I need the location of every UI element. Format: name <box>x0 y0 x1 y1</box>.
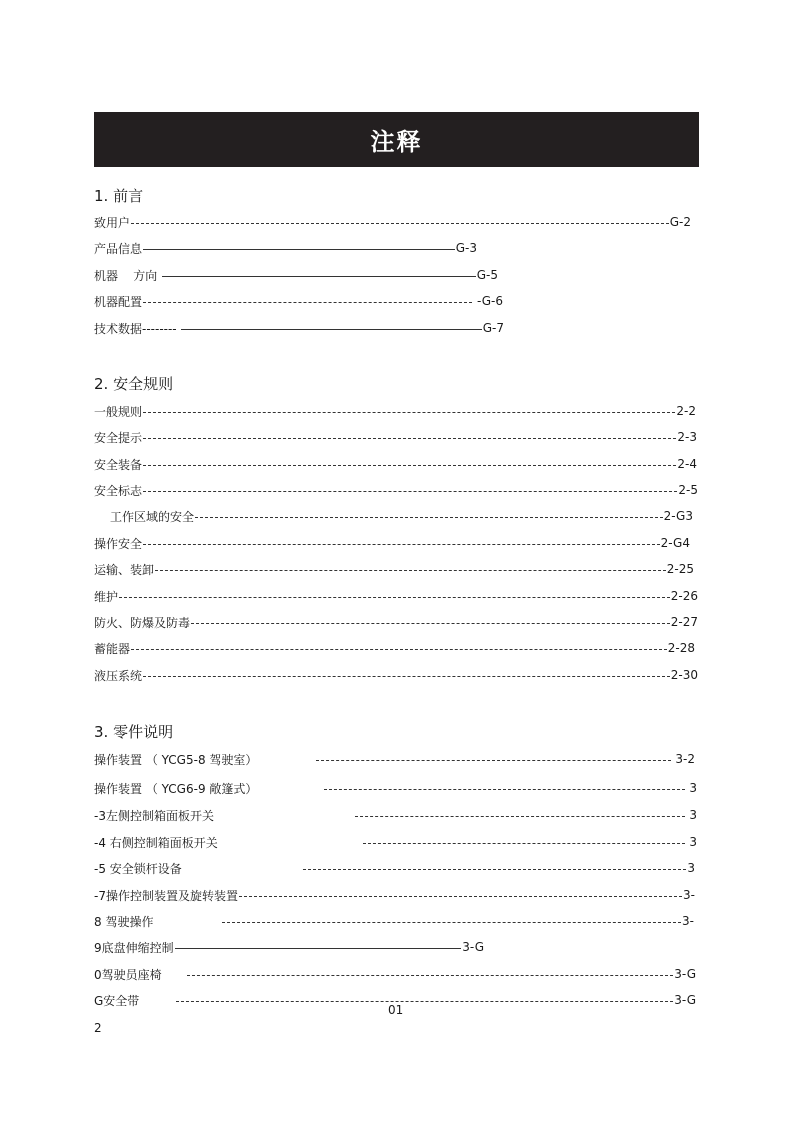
toc-entry-label: 维护 <box>94 589 119 604</box>
title-banner <box>94 112 699 167</box>
toc-entry-label: 机器配置 <box>94 294 143 309</box>
toc-entry[interactable] <box>94 213 691 231</box>
toc-entry-page: 2-G4 <box>660 536 690 550</box>
toc-leader <box>143 544 660 545</box>
toc-entry-page: 3 <box>687 861 695 875</box>
toc-leader <box>324 789 684 790</box>
toc-entry-page: 2-4 <box>677 457 697 471</box>
toc-entry-page: 2-G3 <box>663 509 693 523</box>
toc-leader <box>239 896 682 897</box>
toc-entry[interactable] <box>110 507 693 525</box>
toc-entry[interactable] <box>94 779 697 797</box>
toc-entry-page: 3 <box>685 835 697 849</box>
toc-entry-label: 防火、防爆及防毒 <box>94 615 191 630</box>
toc-entry-page: 2-5 <box>678 483 698 497</box>
toc-entry-page: G-3 <box>455 241 477 255</box>
toc-entry-label: -3左侧控制箱面板开关 <box>94 808 214 823</box>
toc-entry-label: 产品信息 <box>94 241 143 256</box>
toc-leader <box>195 517 663 518</box>
toc-entry-page: 3- <box>682 914 694 928</box>
section-heading-preface: 1. 前言 <box>94 187 144 205</box>
toc-entry-label: 安全提示 <box>94 430 143 445</box>
toc-entry[interactable] <box>94 886 695 904</box>
toc-entry-label: -7操作控制装置及旋转装置 <box>94 888 238 903</box>
toc-entry-label: 0驾驶员座椅 <box>94 967 162 982</box>
toc-entry-page: G-5 <box>476 268 498 282</box>
toc-entry-label: -4 右侧控制箱面板开关 <box>94 835 218 850</box>
toc-entry-page: G-2 <box>669 215 691 229</box>
side-number: 2 <box>94 1021 102 1035</box>
toc-leader <box>181 329 481 330</box>
toc-entry[interactable] <box>94 455 697 473</box>
toc-leader <box>143 438 676 439</box>
toc-entry[interactable] <box>94 560 694 578</box>
toc-entry-page: 3-G <box>674 993 696 1007</box>
toc-entry[interactable] <box>94 292 503 310</box>
toc-entry[interactable] <box>94 666 698 684</box>
toc-entry[interactable] <box>94 402 696 420</box>
toc-entry-page: 2-28 <box>667 641 695 655</box>
toc-entry[interactable] <box>94 806 697 824</box>
toc-entry-page: -G-6 <box>473 294 503 308</box>
toc-leader <box>176 1001 673 1002</box>
toc-entry-label: 运输、装卸 <box>94 562 155 577</box>
toc-leader <box>162 276 476 277</box>
toc-entry-label: 9底盘伸缩控制 <box>94 940 174 955</box>
toc-leader <box>131 649 667 650</box>
toc-leader <box>363 843 685 844</box>
toc-leader <box>143 412 675 413</box>
toc-entry-label: -5 安全锁杆设备 <box>94 861 182 876</box>
toc-entry[interactable] <box>94 239 477 257</box>
toc-entry-label: 工作区域的安全 <box>110 509 195 524</box>
toc-entry[interactable] <box>94 481 698 499</box>
toc-entry-label: 安全标志 <box>94 483 143 498</box>
section-heading-safety: 2. 安全规则 <box>94 375 174 393</box>
toc-entry-page: 3- <box>683 888 695 902</box>
toc-leader <box>316 760 670 761</box>
toc-entry-label: 操作装置 （ YCG6-9 敞篷式） <box>94 781 258 796</box>
toc-leader <box>222 922 681 923</box>
toc-leader <box>175 948 462 949</box>
toc-entry[interactable] <box>94 319 504 337</box>
toc-entry-page: 2-3 <box>677 430 697 444</box>
toc-leader <box>143 302 472 303</box>
toc-entry[interactable] <box>94 750 695 768</box>
toc-entry-label: 液压系统 <box>94 668 143 683</box>
toc-entry[interactable] <box>94 613 698 631</box>
toc-leader <box>143 491 677 492</box>
toc-entry-page: 2-30 <box>670 668 698 682</box>
toc-entry-label: 安全装备 <box>94 457 143 472</box>
toc-entry-page: G-7 <box>482 321 504 335</box>
toc-entry-page: 2-2 <box>676 404 696 418</box>
toc-entry-label: 操作装置 （ YCG5-8 驾驶室） <box>94 752 258 767</box>
toc-entry-label: 致用户 <box>94 215 131 230</box>
toc-entry-label: 蓄能器 <box>94 641 131 656</box>
toc-entry[interactable] <box>94 938 484 956</box>
toc-entry[interactable] <box>94 859 695 877</box>
toc-entry-page: 2-26 <box>670 589 698 603</box>
page-number: 01 <box>388 1003 404 1017</box>
toc-entry-page: 3-G <box>674 967 696 981</box>
toc-entry[interactable] <box>94 587 698 605</box>
toc-entry-label: G安全带 <box>94 993 140 1008</box>
toc-leader <box>155 570 666 571</box>
toc-entry-label: 机器 方向 <box>94 268 162 283</box>
toc-entry[interactable] <box>94 965 696 983</box>
toc-leader <box>131 223 669 224</box>
page-title: 注释 <box>370 128 423 156</box>
toc-entry-page: 2-27 <box>670 615 698 629</box>
toc-entry-label: 一般规则 <box>94 404 143 419</box>
toc-leader <box>143 465 676 466</box>
toc-leader <box>303 869 687 870</box>
toc-entry[interactable] <box>94 428 697 446</box>
toc-entry-page: 3 <box>685 808 697 822</box>
toc-entry-page: 3-G <box>462 940 484 954</box>
toc-leader <box>355 816 685 817</box>
toc-leader <box>187 975 674 976</box>
toc-entry-page: 2-25 <box>666 562 694 576</box>
toc-entry[interactable] <box>94 912 694 930</box>
toc-leader <box>143 249 455 250</box>
toc-entry[interactable] <box>94 833 697 851</box>
toc-entry-page: 3-2 <box>671 752 695 766</box>
toc-leader <box>119 597 670 598</box>
toc-entry[interactable] <box>94 266 498 284</box>
toc-entry-label: 8 驾驶操作 <box>94 914 154 929</box>
toc-leader <box>143 676 670 677</box>
toc-leader <box>191 623 670 624</box>
toc-entry-label: 操作安全 <box>94 536 143 551</box>
toc-entry[interactable] <box>94 639 695 657</box>
toc-entry-label: 技术数据-------- <box>94 321 181 336</box>
toc-entry-page: 3 <box>685 781 697 795</box>
section-heading-components: 3. 零件说明 <box>94 723 174 741</box>
toc-entry[interactable] <box>94 534 690 552</box>
